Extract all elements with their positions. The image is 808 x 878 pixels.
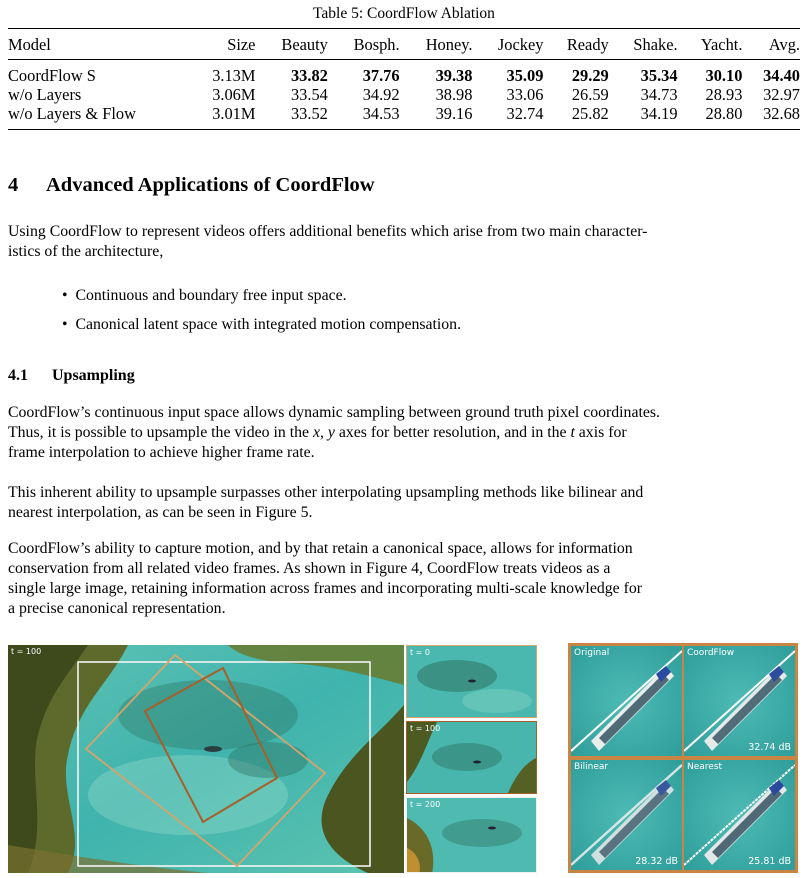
subsection-title: Upsampling [52, 367, 135, 384]
subsection-number: 4.1 [8, 367, 28, 384]
text-line: CoordFlow’s ability to capture motion, and by that retain a canonical space, allows for information [8, 540, 633, 557]
psnr-label: 32.74 dB [748, 742, 791, 753]
cell-value: 34.73 [640, 85, 678, 104]
figure4-main-image [8, 645, 404, 873]
cell-value: 38.98 [435, 85, 473, 104]
table-caption: Table 5: CoordFlow Ablation [313, 5, 495, 22]
cell-value: 35.09 [506, 66, 544, 85]
subsection-heading [8, 367, 135, 385]
cell-value: 29.29 [571, 66, 609, 85]
header-jockey: Jockey [472, 29, 543, 60]
text-line: frame interpolation to achieve higher frame rate. [8, 444, 315, 461]
cell-model: w/o Layers & Flow [8, 104, 188, 130]
section-number: 4 [8, 174, 19, 196]
section-heading [8, 174, 375, 197]
boat-scene [571, 760, 682, 870]
text-line: single large image, retaining information across frames and incorporating multi-scale knowledge for [8, 580, 643, 597]
method-label: Bilinear [574, 762, 609, 772]
thumb-time-label: t = 100 [410, 724, 441, 733]
method-label: CoordFlow [687, 648, 735, 658]
ablation-table [8, 28, 800, 130]
figure4-thumb-t100 [406, 721, 537, 794]
cell-avg: 32.68 [742, 104, 800, 130]
figure5-panel-nearest [684, 760, 795, 870]
cell-value: 34.53 [328, 104, 400, 130]
aerial-scene [8, 645, 404, 873]
cell-avg: 34.40 [763, 66, 800, 85]
thumb-time-label: t = 200 [410, 800, 441, 809]
cell-size: 3.06M [212, 85, 256, 104]
cell-value: 34.92 [362, 85, 400, 104]
cell-value: 33.52 [255, 104, 327, 130]
cell-value: 33.82 [290, 66, 328, 85]
thumb-scene [407, 798, 537, 873]
table-header-row [8, 29, 800, 60]
cell-model: CoordFlow S [8, 66, 96, 85]
cell-value: 32.74 [472, 104, 543, 130]
cell-size: 3.01M [188, 104, 255, 130]
cell-value: 33.06 [506, 85, 544, 104]
header-ready: Ready [543, 29, 608, 60]
cell-size: 3.13M [212, 66, 256, 85]
cell-value: 33.54 [290, 85, 328, 104]
bullet-text: Continuous and boundary free input space. [75, 287, 347, 304]
text-line: conservation from all related video frames. As shown in Figure 4, CoordFlow treats videos as a [8, 560, 611, 577]
figure5-panel-bilinear [571, 760, 682, 870]
table-row [8, 60, 800, 86]
text-line: CoordFlow’s continuous input space allows dynamic sampling between ground truth pixel coordinates. [8, 404, 660, 421]
psnr-label: 28.32 dB [635, 856, 678, 867]
paragraph-interpolation [8, 483, 800, 523]
section-title: Advanced Applications of CoordFlow [46, 174, 375, 196]
boat-scene [684, 646, 795, 756]
figure4-thumb-t0 [406, 645, 537, 718]
boat-scene [571, 646, 682, 756]
method-label: Nearest [687, 762, 723, 772]
header-yacht: Yacht. [678, 29, 743, 60]
header-beauty: Beauty [255, 29, 327, 60]
cell-value: 39.38 [435, 66, 473, 85]
intro-line: Using CoordFlow to represent videos offers additional benefits which arise from two main character- [8, 223, 648, 240]
intro-paragraph [8, 222, 800, 262]
header-model: Model [8, 29, 188, 60]
bullet-item: • Canonical latent space with integrated motion compensation. [62, 316, 462, 333]
header-size: Size [188, 29, 255, 60]
cell-value: 34.19 [609, 104, 678, 130]
cell-value: 28.93 [705, 85, 743, 104]
cell-value: 30.10 [705, 66, 743, 85]
text-line: Thus, it is possible to upsample the video in the x, y axes for better resolution, and in the t axis for [8, 424, 627, 441]
cell-model: w/o Layers [8, 85, 82, 104]
psnr-label: 25.81 dB [748, 856, 791, 867]
cell-value: 26.59 [571, 85, 609, 104]
table-row [8, 85, 800, 104]
cell-value: 25.82 [543, 104, 608, 130]
bullet-item: • Continuous and boundary free input space. [62, 287, 347, 304]
method-label: Original [574, 648, 610, 658]
header-honey: Honey. [400, 29, 473, 60]
paragraph-motion [8, 539, 800, 619]
header-bosph: Bosph. [328, 29, 400, 60]
text-line: a precise canonical representation. [8, 600, 226, 617]
figure4-thumb-t200 [406, 797, 537, 873]
cell-value: 39.16 [400, 104, 473, 130]
header-avg: Avg. [742, 29, 800, 60]
text-line: This inherent ability to upsample surpasses other interpolating upsampling methods like bilinear and [8, 484, 644, 501]
figure5-panel-original [571, 646, 682, 756]
cell-value: 28.80 [678, 104, 743, 130]
figure5-panel-coordflow [684, 646, 795, 756]
cell-value: 35.34 [640, 66, 678, 85]
main-time-label: t = 100 [11, 647, 42, 656]
text-line: nearest interpolation, as can be seen in Figure 5. [8, 504, 313, 521]
cell-value: 37.76 [362, 66, 400, 85]
paragraph-upsampling [8, 403, 800, 463]
cell-avg: 32.97 [763, 85, 800, 104]
boat-scene [684, 760, 795, 870]
thumb-time-label: t = 0 [410, 648, 431, 657]
header-shake: Shake. [609, 29, 678, 60]
intro-line: istics of the architecture, [8, 243, 164, 260]
bullet-text: Canonical latent space with integrated motion compensation. [75, 316, 462, 333]
table-row [8, 104, 800, 130]
